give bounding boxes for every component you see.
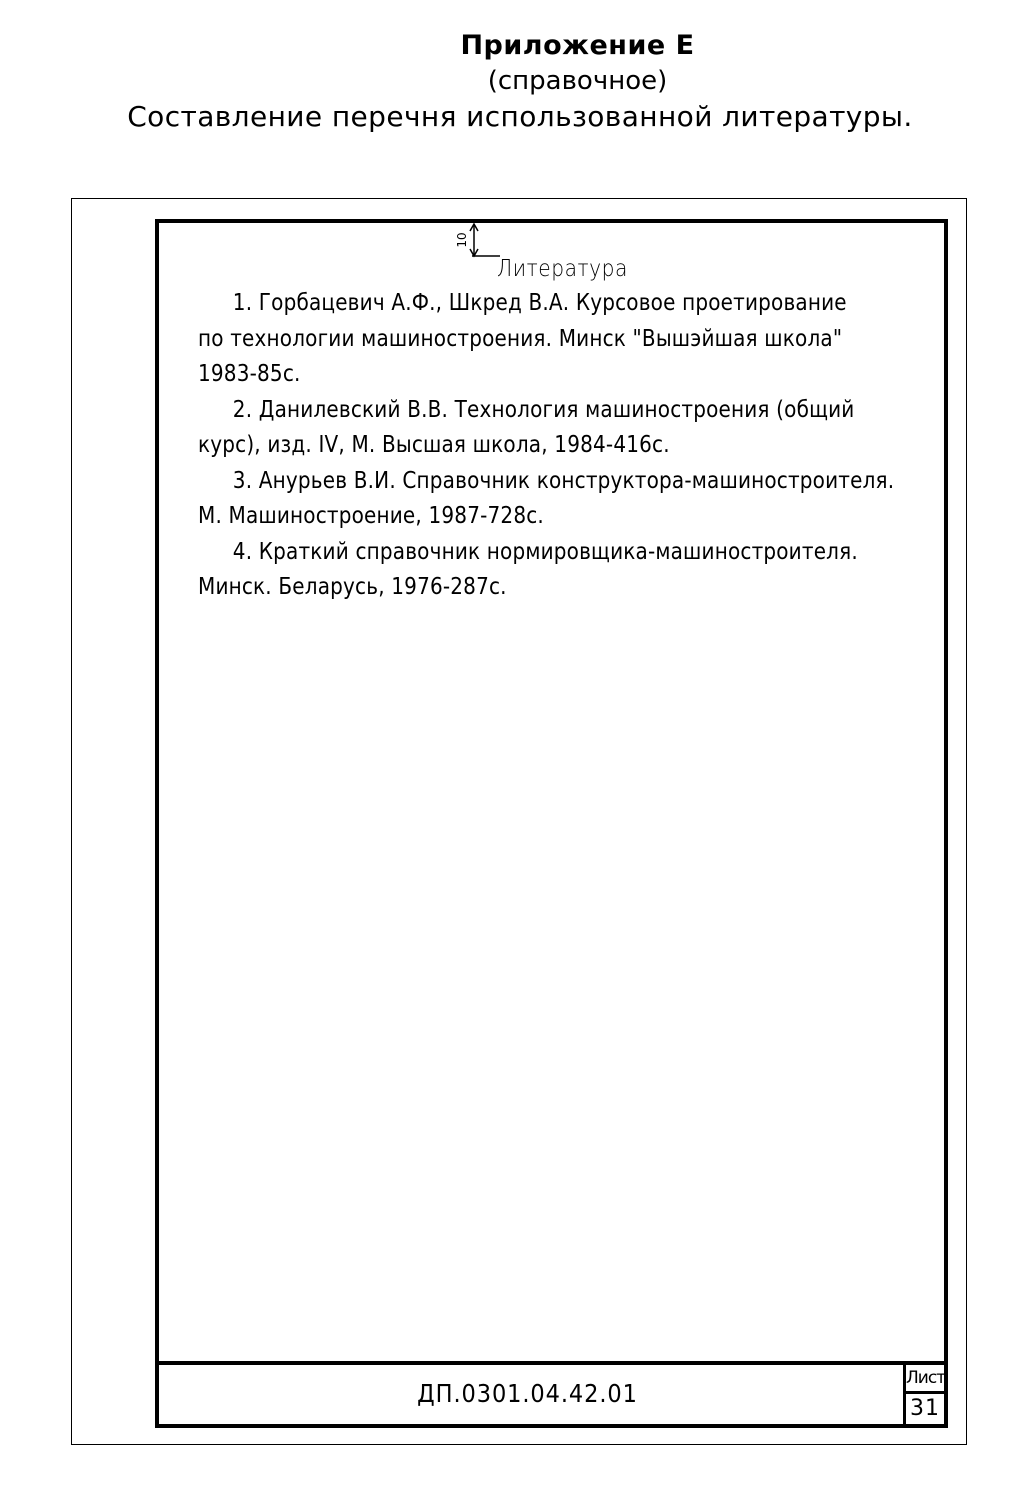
literature-line: 2. Данилевский В.В. Технология машиностроения (общий [232,396,855,423]
literature-line: 1. Горбацевич А.Ф., Шкред В.А. Курсовое проетирование [232,290,847,316]
title-block [155,1361,948,1428]
literature-line: Минск. Беларусь, 1976-287с. [198,574,507,600]
literature-line: М. Машиностроение, 1987-728с. [198,503,544,529]
literature-title: Литература [497,256,628,282]
literature-line: по технологии машиностроения. Минск "Вышэйшая школа" [198,325,843,352]
sheet-number: 31 [910,1396,940,1421]
literature-line: 1983-85с. [198,361,301,387]
literature-line: 3. Анурьев В.И. Справочник конструктора-машиностроителя. [232,467,895,494]
appendix-subtitle: (справочное) [487,66,668,96]
appendix-heading: Составление перечня использованной литературы. [127,100,913,133]
document-code: ДП.0301.04.42.01 [417,1379,638,1408]
literature-list [198,286,918,606]
sheet-cell [903,1365,944,1424]
dimension-value: 10 [455,232,469,248]
appendix-title: Приложение Е [460,30,695,61]
literature-line: 4. Краткий справочник нормировщика-машиностроителя. [232,538,858,565]
sheet-label: Лист [906,1365,944,1394]
literature-line: курс), изд. IV, М. Высшая школа, 1984-416с. [198,432,670,458]
